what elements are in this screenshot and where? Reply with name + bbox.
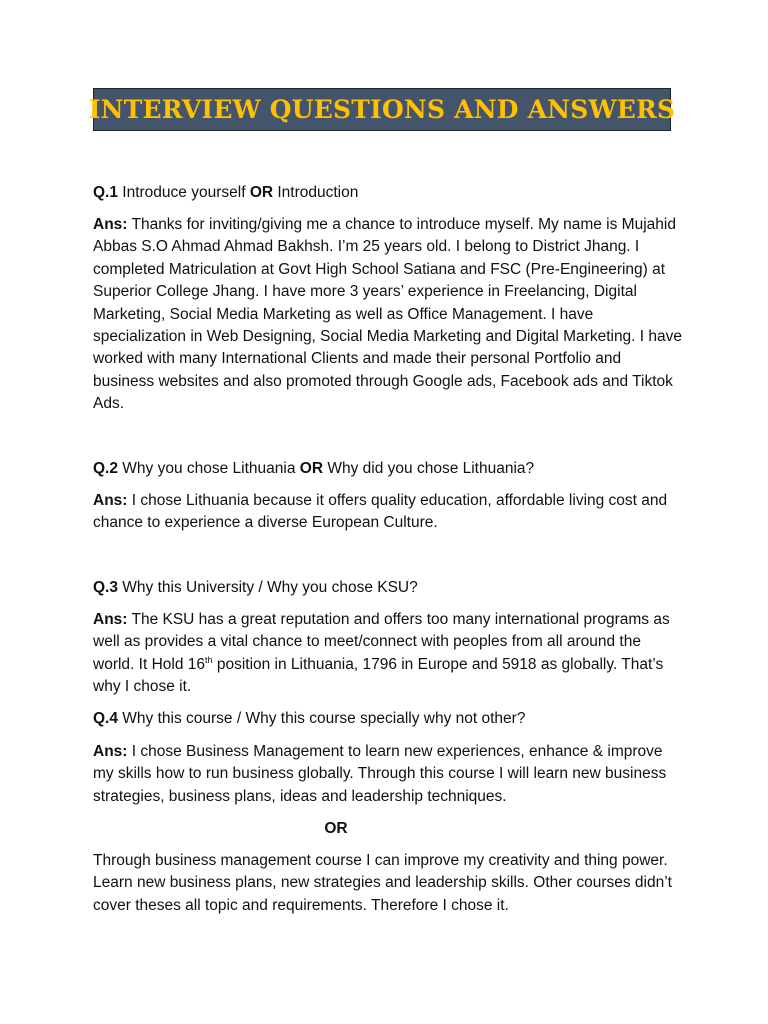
answer-1-label: Ans: xyxy=(93,216,128,233)
answer-3-text-b: position in Lithuania, 1796 in Europe and 5918 as globally. That’s why I chose it. xyxy=(93,655,664,696)
question-4-text: Why this course / Why this course specially why not other? xyxy=(117,710,526,727)
answer-4-label: Ans: xyxy=(93,743,128,760)
page-title: INTERVIEW QUESTIONS AND ANSWERS xyxy=(88,95,676,124)
answer-3-superscript: th xyxy=(205,654,213,665)
answer-2-label: Ans: xyxy=(93,492,128,509)
answer-3-text-a: The KSU has a great reputation and offers too many international programs as well as provides a vital chance to meet/connect with peoples from all around the world. It Hold 16 xyxy=(93,611,670,673)
answer-3-label: Ans: xyxy=(93,611,128,628)
or-label: OR xyxy=(324,820,348,837)
question-3-text: Why this University / Why you chose KSU? xyxy=(117,579,418,596)
answer-1 xyxy=(93,214,683,416)
answer-2-text: I chose Lithuania because it offers quality education, affordable living cost and chance to experience a diverse European Culture. xyxy=(93,492,668,532)
question-4 xyxy=(93,708,683,730)
alternate-answer-4-text: Through business management course I can improve my creativity and thing power. Learn new business plans, new strategies and leadership skills. Other courses didn’t cover theses all topic and requirements. Therefore I chose it. xyxy=(93,852,672,914)
question-2 xyxy=(93,458,683,480)
question-2-text-a: Why you chose Lithuania xyxy=(117,460,300,477)
title-banner xyxy=(88,88,676,131)
question-3-number: Q.3 xyxy=(93,579,118,596)
question-3 xyxy=(93,577,683,599)
answer-4 xyxy=(93,741,683,808)
or-separator xyxy=(93,818,579,840)
question-2-text-b: Why did you chose Lithuania? xyxy=(323,460,535,477)
answer-2 xyxy=(93,490,683,535)
question-1-text-a: Introduce yourself xyxy=(117,184,250,201)
question-2-or: OR xyxy=(299,460,324,477)
question-1-or: OR xyxy=(249,184,274,201)
question-1-text-b: Introduction xyxy=(273,184,359,201)
question-2-number: Q.2 xyxy=(93,460,118,477)
alternate-answer-4 xyxy=(93,850,683,917)
answer-4-text: I chose Business Management to learn new experiences, enhance & improve my skills how to run business globally. Through this course I will learn new business strategies, business plans, ideas and leadership techniques. xyxy=(93,743,667,805)
question-1 xyxy=(93,182,683,204)
question-1-number: Q.1 xyxy=(93,184,118,201)
answer-1-text: Thanks for inviting/giving me a chance to introduce myself. My name is Mujahid Abbas S.O Ahmad Ahmad Bakhsh. I’m 25 years old. I belong to District Jhang. I completed Matriculation at Govt High School Satiana and FSC (Pre-Engineering) at Superior College Jhang. I have more 3 years’ experience in Freelancing, Digital Marketing, Social Media Marketing as well as Office Management. I have specialization in Web Designing, Social Media Marketing and Digital Marketing. I have worked with many International Clients and made their personal Portfolio and business websites and also promoted through Google ads, Facebook ads and Tiktok Ads. xyxy=(93,216,683,413)
question-4-number: Q.4 xyxy=(93,710,118,727)
answer-3 xyxy=(93,609,683,699)
